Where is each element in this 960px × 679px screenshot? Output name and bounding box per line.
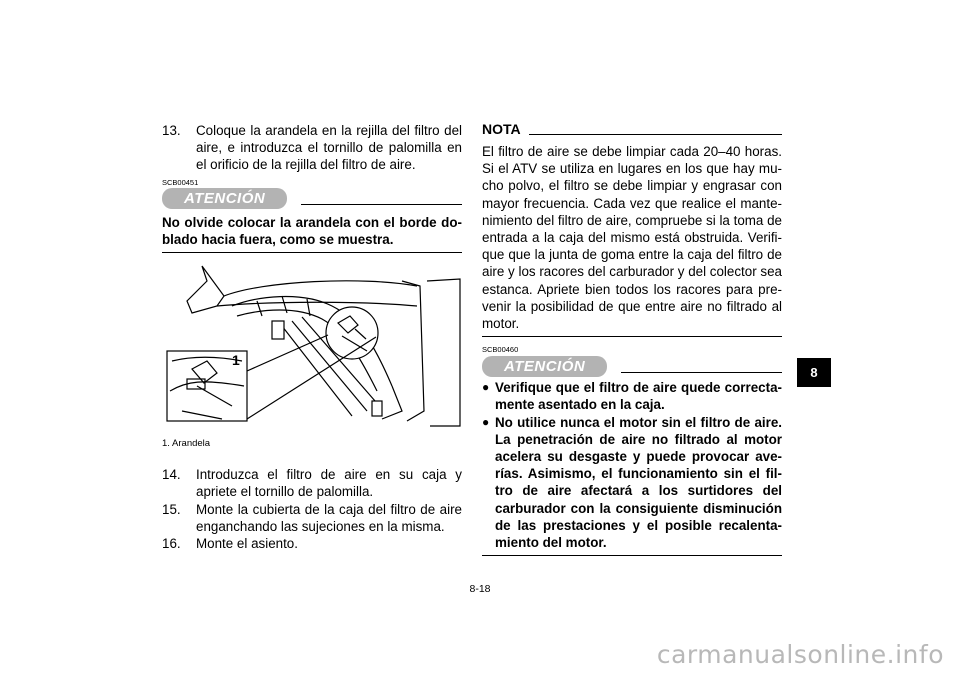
list-item bbox=[482, 414, 782, 552]
bullet-dot-icon: ● bbox=[482, 380, 490, 395]
step-13 bbox=[162, 122, 462, 174]
list-item-text: Verifique que el filtro de aire quede correcta-mente asentado en la caja. bbox=[495, 380, 782, 413]
warning-text: No olvide colocar la arandela con el borde do-blado hacia fuera, como se muestra. bbox=[162, 214, 462, 247]
figure-callout: 1 bbox=[232, 352, 240, 369]
left-column bbox=[162, 122, 462, 552]
nota-end-rule bbox=[482, 336, 782, 337]
nota-header bbox=[482, 122, 782, 138]
page-number: 8-18 bbox=[469, 583, 491, 595]
step-number: 16. bbox=[162, 536, 181, 552]
atencion-header bbox=[482, 355, 782, 377]
atencion-header bbox=[162, 188, 462, 210]
step-number: 14. bbox=[162, 467, 181, 483]
chapter-tab: 8 bbox=[797, 358, 831, 387]
step-14 bbox=[162, 466, 462, 500]
step-16 bbox=[162, 535, 462, 552]
watermark: carmanualsonline.info bbox=[656, 640, 944, 669]
nota-label: NOTA bbox=[482, 120, 521, 137]
air-filter-illustration bbox=[162, 261, 462, 431]
warning-end-rule bbox=[162, 252, 462, 253]
atencion-label: ATENCIÓN bbox=[162, 188, 287, 209]
list-item bbox=[482, 379, 782, 413]
figure-caption: 1. Arandela bbox=[162, 438, 211, 450]
step-15 bbox=[162, 501, 462, 535]
nota-rule bbox=[529, 134, 782, 135]
step-number: 15. bbox=[162, 501, 181, 517]
section-code: SCB00451 bbox=[162, 177, 199, 187]
atencion-label: ATENCIÓN bbox=[482, 356, 607, 377]
right-column bbox=[482, 122, 782, 556]
step-text: Monte el asiento. bbox=[196, 536, 298, 552]
list-item-text: No utilice nunca el motor sin el filtro de aire. La penetración de aire no filtrado al motor acelera su desgaste y puede provocar ave-rías. Asimismo, el funcionamiento sin el fil-tro de aire afectará a los surtidores del carburador con la consiguiente disminución de las prestaciones y el posible recalenta-miento del motor. bbox=[495, 414, 782, 551]
header-rule bbox=[621, 372, 782, 373]
step-text: Coloque la arandela en la rejilla del filtro del aire, e introduzca el tornillo de palomilla en el orificio de la rejilla del filtro de aire. bbox=[196, 123, 462, 173]
nota-text: El filtro de aire se debe limpiar cada 20–40 horas. Si el ATV se utiliza en lugares en los que hay mu-cho polvo, el filtro se debe limpiar y engrasar con mayor frecuencia. Cada vez que realice el mante-nimiento del filtro de aire, compruebe si la toma de entrada a la caja del mismo está obstruida. Verifi-que que la junta de goma entre la caja del filtro de aire y los racores del carburador y del colector sea estanca. Apriete bien todos los racores para pre-venir la posibilidad de que entre aire no filtrado al motor. bbox=[482, 144, 782, 332]
header-rule bbox=[301, 204, 462, 205]
warning-end-rule bbox=[482, 555, 782, 556]
air-filter-figure bbox=[162, 261, 462, 431]
warning-list bbox=[482, 379, 782, 551]
step-text: Monte la cubierta de la caja del filtro de aire enganchando las sujeciones en la misma. bbox=[196, 501, 462, 534]
step-text: Introduzca el filtro de aire en su caja y apriete el tornillo de palomilla. bbox=[196, 467, 462, 500]
bullet-dot-icon: ● bbox=[482, 414, 490, 429]
step-number: 13. bbox=[162, 123, 181, 138]
section-code: SCB00460 bbox=[482, 345, 519, 355]
